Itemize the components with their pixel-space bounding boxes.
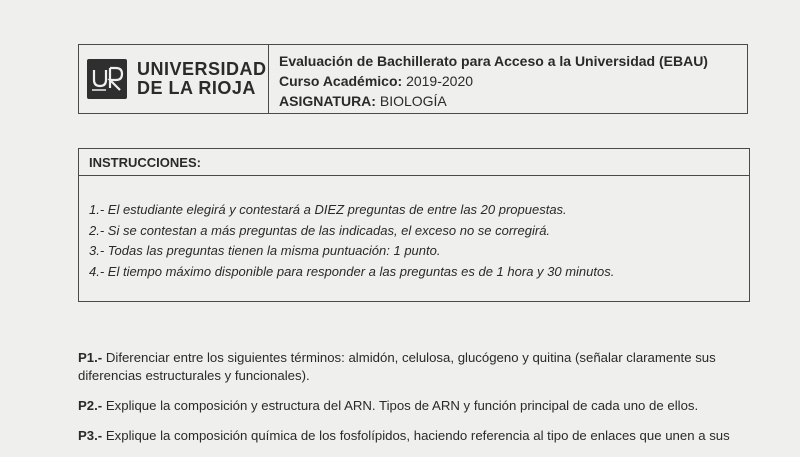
- question-p2: [78, 397, 754, 415]
- question-text: Diferenciar entre los siguientes términos: almidón, celulosa, glucógeno y quitina (señalar claramente sus diferencias estructurales y funcionales).: [78, 350, 716, 383]
- subject-line: [279, 91, 708, 111]
- questions-list: [78, 349, 754, 457]
- question-p1: [78, 349, 754, 385]
- subject-value: BIOLOGÍA: [379, 93, 447, 109]
- question-text: Explique la composición química de los fosfolípidos, haciendo referencia al tipo de enlaces que unen a sus: [105, 428, 730, 443]
- logo-line-2: DE LA RIOJA: [137, 78, 256, 98]
- instructions-list: [79, 176, 749, 282]
- instruction-item: 4.- El tiempo máximo disponible para responder a las preguntas es de 1 hora y 30 minutos.: [89, 263, 615, 279]
- course-label: Curso Académico:: [279, 73, 403, 89]
- exam-header: [78, 44, 748, 114]
- course-value: 2019-2020: [406, 73, 474, 89]
- exam-title-block: [269, 45, 708, 113]
- university-logo-icon: [87, 59, 127, 99]
- question-p3: [78, 427, 754, 445]
- exam-title: Evaluación de Bachillerato para Acceso a la Universidad (EBAU): [279, 53, 708, 69]
- instruction-item: 1.- El estudiante elegirá y contestará a DIEZ preguntas de entre las 20 propuestas.: [89, 202, 567, 217]
- course-line: [279, 71, 708, 91]
- logo-line-1: UNIVERSIDAD: [137, 59, 267, 79]
- instructions-heading: INSTRUCCIONES:: [79, 149, 749, 176]
- subject-label: ASIGNATURA:: [279, 93, 376, 109]
- question-label: P1.-: [78, 350, 103, 365]
- instructions-box: [78, 148, 750, 302]
- instruction-item: 2.- Si se contestan a más preguntas de las indicadas, el exceso no se corregirá.: [89, 222, 551, 238]
- university-logo: [79, 45, 269, 113]
- question-label: P2.-: [78, 398, 103, 413]
- question-text: Explique la composición y estructura del ARN. Tipos de ARN y función principal de cada uno de ellos.: [105, 398, 699, 413]
- instruction-item: 3.- Todas las preguntas tienen la misma puntuación: 1 punto.: [89, 243, 441, 258]
- question-label: P3.-: [78, 428, 103, 443]
